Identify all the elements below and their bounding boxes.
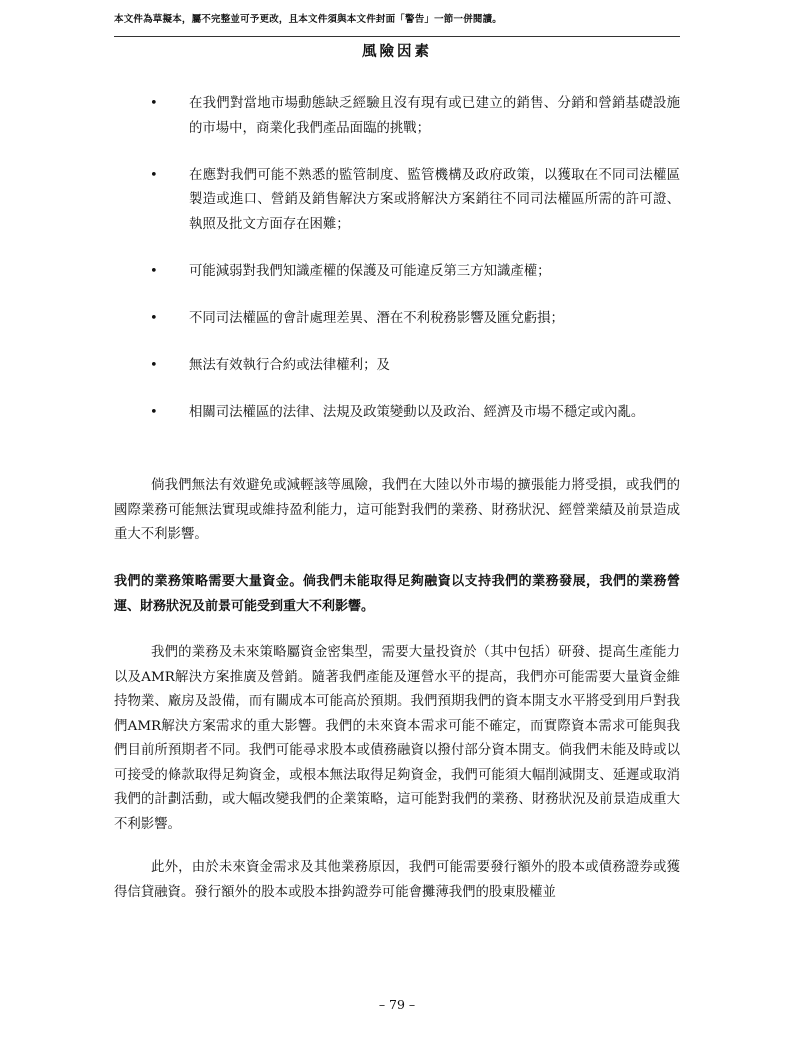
bullet-icon: • bbox=[150, 263, 158, 279]
body-paragraph-1: 倘我們無法有效避免或減輕該等風險，我們在大陸以外市場的擴張能力將受損，或我們的國際業務可能無法實現或維持盈利能力，這可能對我們的業務、財務狀況、經營業績及前景造成重大不利影響。 bbox=[114, 478, 680, 542]
bullet-text: 可能減弱對我們知識產權的保護及可能違反第三方知識產權； bbox=[189, 263, 551, 279]
bullet-text: 在我們對當地市場動態缺乏經驗且沒有現有或已建立的銷售、分銷和營銷基礎設施的市場中，商業化我們產品面臨的挑戰； bbox=[189, 96, 680, 136]
bullet-text: 在應對我們可能不熟悉的監管制度、監管機構及政府政策，以獲取在不同司法權區製造或進口、營銷及銷售解決方案或將解決方案銷往不同司法權區所需的許可證、執照及批文方面存在困難； bbox=[189, 167, 680, 232]
body-paragraph-3: 此外，由於未來資金需求及其他業務原因，我們可能需要發行額外的股本或債務證券或獲得信貸融資。發行額外的股本或股本掛鈎證券可能會攤薄我們的股東股權並 bbox=[114, 860, 680, 900]
bullet-item bbox=[114, 401, 680, 426]
draft-disclaimer: 本文件為草擬本，屬不完整並可予更改，且本文件須與本文件封面「警告」一節一併閱讀。 bbox=[114, 14, 503, 25]
body-paragraph-2: 我們的業務及未來策略屬資金密集型，需要大量投資於（其中包括）研發、提高生產能力以及AMR解決方案推廣及營銷。隨著我們產能及運營水平的提高，我們亦可能需要大量資金維持物業、廠房及設備，而有關成本可能高於預期。我們預期我們的資本開支水平將受到用戶對我們AMR解決方案需求的重大影響。我們的未來資本需求可能不確定，而實際資本需求可能與我們目前所預期者不同。我們可能尋求股本或債務融資以撥付部分資本開支。倘我們未能及時或以可接受的條款取得足夠資金，或根本無法取得足夠資金，我們可能須大幅削減開支、延遲或取消我們的計劃活動，或大幅改變我們的企業策略，這可能對我們的業務、財務狀況及前景造成重大不利影響。 bbox=[114, 645, 680, 832]
header-divider bbox=[114, 36, 680, 37]
bullet-text: 相關司法權區的法律、法規及政策變動以及政治、經濟及市場不穩定或內亂。 bbox=[189, 404, 645, 420]
bullet-item bbox=[114, 92, 680, 141]
section-title: 風險因素 bbox=[362, 44, 432, 60]
bullet-icon: • bbox=[150, 404, 158, 420]
bullet-item bbox=[114, 354, 680, 379]
bullet-icon: • bbox=[150, 310, 158, 326]
bullet-item bbox=[114, 260, 680, 285]
page-number: – 79 – bbox=[378, 997, 416, 1012]
risk-factor-heading: 我們的業務策略需要大量資金。倘我們未能取得足夠融資以支持我們的業務發展，我們的業務營運、財務狀況及前景可能受到重大不利影響。 bbox=[114, 574, 680, 614]
bullet-icon: • bbox=[150, 357, 158, 373]
bullet-text: 無法有效執行合約或法律權利；及 bbox=[189, 357, 390, 373]
risk-bullet-list bbox=[114, 92, 680, 448]
bullet-icon: • bbox=[150, 96, 158, 111]
bullet-item bbox=[114, 164, 680, 238]
bullet-text: 不同司法權區的會計處理差異、潛在不利稅務影響及匯兌虧損； bbox=[189, 310, 564, 326]
bullet-icon: • bbox=[150, 167, 158, 183]
bullet-item bbox=[114, 307, 680, 332]
